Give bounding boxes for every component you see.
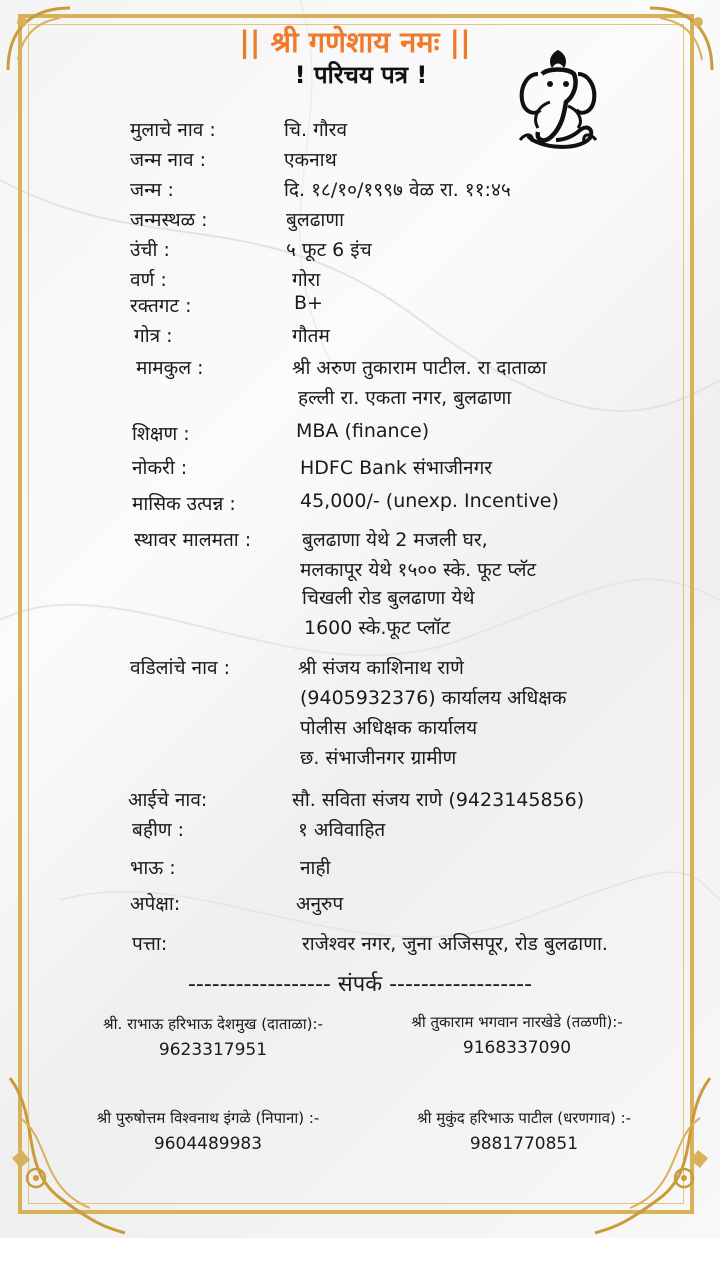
value-height: ५ फूट 6 इंच xyxy=(286,239,372,261)
value-job: HDFC Bank संभाजीनगर xyxy=(300,457,493,479)
ganesha-icon xyxy=(508,44,608,162)
value-mother: सौ. सविता संजय राणे (9423145856) xyxy=(292,789,585,811)
value-property-line3: चिखली रोड बुलढाणा येथे xyxy=(302,587,475,609)
label-property: स्थावर मालमता : xyxy=(134,529,252,551)
value-birth-name: एकनाथ xyxy=(284,149,337,171)
value-mamkul-line2: हल्ली रा. एकता नगर, बुलढाणा xyxy=(298,387,512,409)
value-brother: नाही xyxy=(300,857,331,879)
contact-phone[interactable]: 9623317951 xyxy=(158,1040,268,1060)
value-gotra: गौतम xyxy=(292,325,330,347)
contact-phone[interactable]: 9168337090 xyxy=(462,1038,572,1058)
label-birth: जन्म : xyxy=(130,179,174,201)
value-father-line3: पोलीस अधिक्षक कार्यालय xyxy=(300,717,478,739)
label-address: पत्ता: xyxy=(132,933,168,955)
label-mamkul: मामकुल : xyxy=(136,357,204,379)
label-income: मासिक उत्पन्न : xyxy=(132,493,236,515)
contact-name: श्री पुरुषोत्तम विश्वनाथ इंगळे (निपाना) :- xyxy=(96,1109,320,1127)
label-complexion: वर्ण : xyxy=(130,269,167,291)
value-birth: दि. १८/१०/१९९७ वेळ रा. ११:४५ xyxy=(284,179,511,201)
label-height: उंची : xyxy=(130,239,170,261)
label-boy-name: मुलाचे नाव : xyxy=(130,119,216,141)
contact-name: श्री मुकुंद हरिभाऊ पाटील (धरणगाव) :- xyxy=(416,1109,632,1127)
value-sister: १ अविवाहित xyxy=(298,819,386,841)
label-education: शिक्षण : xyxy=(132,423,190,445)
value-blood-group: B+ xyxy=(294,292,323,314)
label-job: नोकरी : xyxy=(132,457,188,479)
invocation-title: || श्री गणेशाय नमः || xyxy=(239,25,471,59)
label-birth-name: जन्म नाव : xyxy=(130,149,207,171)
value-property-line2: मलकापूर येथे १५०० स्के. फूट प्लॅट xyxy=(300,559,537,581)
contact-name: श्री तुकाराम भगवान नारखेडे (तळणी):- xyxy=(411,1013,623,1031)
value-father-line1: श्री संजय काशिनाथ राणे xyxy=(298,657,464,679)
value-address: राजेश्वर नगर, जुना अजिसपूर, रोड बुलढाणा. xyxy=(302,933,608,955)
label-blood-group: रक्तगट : xyxy=(130,295,192,317)
value-education: MBA (finance) xyxy=(296,420,430,442)
contact-person-2 xyxy=(372,1012,662,1058)
bottom-blank-area xyxy=(0,1238,720,1280)
value-expectation: अनुरुप xyxy=(296,893,344,915)
label-mother: आईचे नाव: xyxy=(128,789,208,811)
value-complexion: गोरा xyxy=(292,269,321,291)
contact-name: श्री. राभाऊ हरिभाऊ देशमुख (दाताळा):- xyxy=(103,1015,323,1033)
value-birthplace: बुलढाणा xyxy=(286,209,345,231)
contact-phone[interactable]: 9604489983 xyxy=(153,1134,263,1154)
page-title: ! परिचय पत्र ! xyxy=(294,61,428,89)
value-property-line1: बुलढाणा येथे 2 मजली घर, xyxy=(302,529,488,551)
contact-person-1 xyxy=(68,1014,358,1060)
contact-person-4 xyxy=(376,1108,672,1154)
label-birthplace: जन्मस्थळ : xyxy=(130,209,208,231)
value-boy-name: चि. गौरव xyxy=(284,119,348,141)
value-mamkul-line1: श्री अरुण तुकाराम पाटील. रा दाताळा xyxy=(292,357,547,379)
contact-heading: ------------------ संपर्क ------------------ xyxy=(187,972,533,997)
label-brother: भाऊ : xyxy=(130,857,176,879)
contact-person-3 xyxy=(58,1108,358,1154)
label-sister: बहीण : xyxy=(132,819,185,841)
label-gotra: गोत्र : xyxy=(134,325,173,347)
label-expectation: अपेक्षा: xyxy=(130,893,181,915)
value-father-line4: छ. संभाजीनगर ग्रामीण xyxy=(300,747,457,769)
label-father: वडिलांचे नाव : xyxy=(130,657,231,679)
value-property-line4: 1600 स्के.फूट प्लॉट xyxy=(304,617,451,639)
value-father-line2: (9405932376) कार्यालय अधिक्षक xyxy=(300,687,567,709)
contact-phone[interactable]: 9881770851 xyxy=(469,1134,579,1154)
value-income: 45,000/- (unexp. Incentive) xyxy=(300,490,559,512)
